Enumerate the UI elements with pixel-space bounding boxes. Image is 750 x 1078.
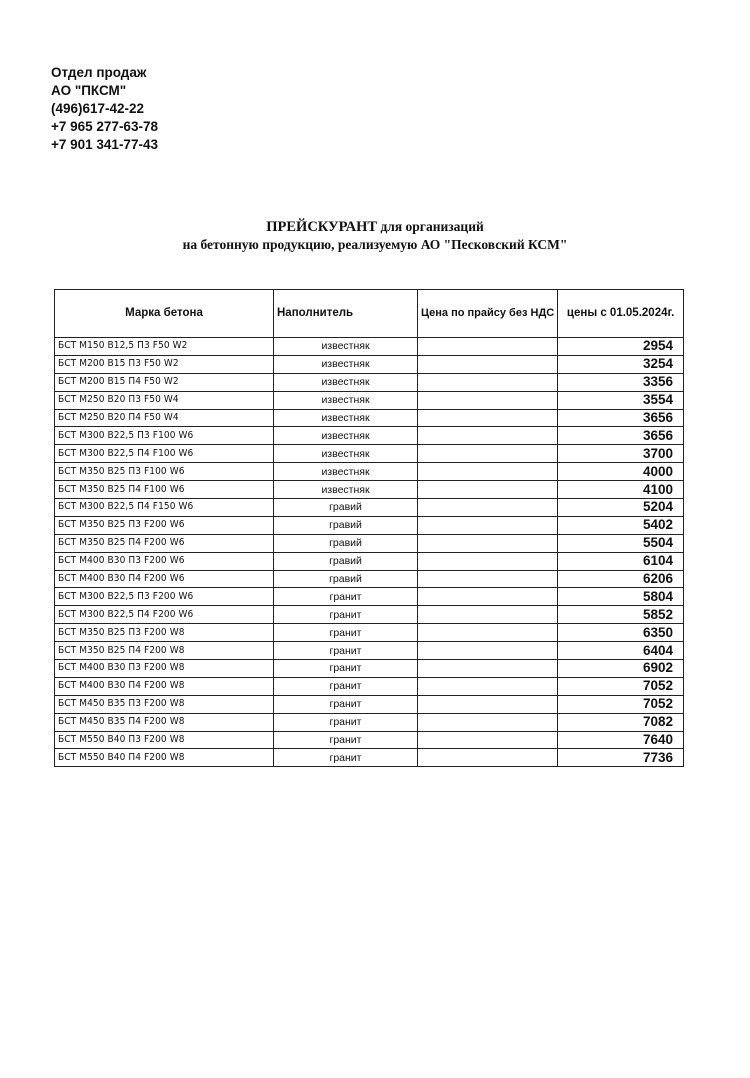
cell-new-price: 4100 (558, 481, 684, 499)
cell-filler: гранит (274, 677, 418, 695)
cell-new-price: 7736 (558, 749, 684, 767)
cell-new-price: 6104 (558, 552, 684, 570)
cell-new-price: 6404 (558, 642, 684, 660)
cell-filler: известняк (274, 445, 418, 463)
cell-base-price (418, 481, 558, 499)
cell-base-price (418, 463, 558, 481)
cell-base-price (418, 499, 558, 517)
table-row (55, 427, 684, 445)
contacts-block (51, 64, 158, 154)
cell-mark: БСТ М350 В25 П4 F200 W8 (55, 642, 274, 660)
cell-filler: гранит (274, 624, 418, 642)
cell-mark: БСТ М350 В25 П3 F200 W6 (55, 516, 274, 534)
cell-base-price (418, 409, 558, 427)
cell-new-price: 3254 (558, 355, 684, 373)
cell-new-price: 3700 (558, 445, 684, 463)
cell-mark: БСТ М450 В35 П4 F200 W8 (55, 713, 274, 731)
table-row (55, 391, 684, 409)
cell-new-price: 5402 (558, 516, 684, 534)
table-row (55, 695, 684, 713)
cell-base-price (418, 445, 558, 463)
cell-mark: БСТ М150 В12,5 П3 F50 W2 (55, 338, 274, 356)
cell-filler: гранит (274, 749, 418, 767)
header-mark: Марка бетона (55, 290, 274, 338)
cell-base-price (418, 606, 558, 624)
cell-filler: гранит (274, 713, 418, 731)
cell-new-price: 5504 (558, 534, 684, 552)
cell-new-price: 2954 (558, 338, 684, 356)
cell-base-price (418, 695, 558, 713)
phone-1: (496)617-42-22 (51, 101, 145, 116)
cell-new-price: 5852 (558, 606, 684, 624)
cell-new-price: 4000 (558, 463, 684, 481)
cell-new-price: 6350 (558, 624, 684, 642)
cell-new-price: 7052 (558, 695, 684, 713)
cell-mark: БСТ М250 В20 П4 F50 W4 (55, 409, 274, 427)
table-row (55, 660, 684, 678)
table-row (55, 481, 684, 499)
cell-filler: известняк (274, 481, 418, 499)
cell-base-price (418, 516, 558, 534)
phone-3: +7 901 341-77-43 (51, 137, 158, 152)
cell-base-price (418, 660, 558, 678)
cell-base-price (418, 713, 558, 731)
cell-filler: гранит (274, 695, 418, 713)
cell-base-price (418, 552, 558, 570)
cell-mark: БСТ М450 В35 П3 F200 W8 (55, 695, 274, 713)
cell-mark: БСТ М550 В40 П4 F200 W8 (55, 749, 274, 767)
cell-mark: БСТ М350 В25 П4 F100 W6 (55, 481, 274, 499)
table-header-row (55, 290, 684, 338)
cell-filler: известняк (274, 427, 418, 445)
table-row (55, 713, 684, 731)
cell-mark: БСТ М400 В30 П4 F200 W6 (55, 570, 274, 588)
cell-base-price (418, 391, 558, 409)
cell-new-price: 3656 (558, 409, 684, 427)
cell-filler: известняк (274, 338, 418, 356)
table-row (55, 588, 684, 606)
title-line-1 (0, 218, 750, 236)
cell-filler: гранит (274, 642, 418, 660)
cell-base-price (418, 570, 558, 588)
cell-mark: БСТ М300 В22,5 П3 F100 W6 (55, 427, 274, 445)
cell-base-price (418, 427, 558, 445)
title-word: ПРЕЙСКУРАНТ (266, 219, 378, 235)
cell-base-price (418, 534, 558, 552)
cell-filler: гравий (274, 534, 418, 552)
cell-mark: БСТ М300 В22,5 П4 F100 W6 (55, 445, 274, 463)
price-table (54, 289, 684, 767)
cell-filler: гранит (274, 731, 418, 749)
cell-filler: известняк (274, 373, 418, 391)
table-row (55, 534, 684, 552)
cell-mark: БСТ М350 В25 П4 F200 W6 (55, 534, 274, 552)
header-base-price: Цена по прайсу без НДС (418, 290, 558, 338)
table-row (55, 409, 684, 427)
table-row (55, 552, 684, 570)
table-row (55, 499, 684, 517)
cell-new-price: 7052 (558, 677, 684, 695)
cell-new-price: 3656 (558, 427, 684, 445)
cell-mark: БСТ М550 В40 П3 F200 W8 (55, 731, 274, 749)
header-filler: Наполнитель (274, 290, 418, 338)
table-row (55, 570, 684, 588)
cell-filler: гранит (274, 588, 418, 606)
cell-mark: БСТ М400 В30 П3 F200 W6 (55, 552, 274, 570)
cell-new-price: 3356 (558, 373, 684, 391)
table-row (55, 355, 684, 373)
cell-filler: гравий (274, 570, 418, 588)
cell-filler: гранит (274, 606, 418, 624)
cell-base-price (418, 749, 558, 767)
cell-mark: БСТ М300 В22,5 П4 F200 W6 (55, 606, 274, 624)
cell-mark: БСТ М200 В15 П4 F50 W2 (55, 373, 274, 391)
cell-mark: БСТ М400 В30 П4 F200 W8 (55, 677, 274, 695)
cell-new-price: 6206 (558, 570, 684, 588)
cell-mark: БСТ М350 В25 П3 F100 W6 (55, 463, 274, 481)
header-new-price: цены с 01.05.2024г. (558, 290, 684, 338)
cell-mark: БСТ М300 В22,5 П3 F200 W6 (55, 588, 274, 606)
cell-base-price (418, 588, 558, 606)
table-row (55, 463, 684, 481)
table-row (55, 749, 684, 767)
cell-base-price (418, 355, 558, 373)
cell-filler: гравий (274, 552, 418, 570)
cell-base-price (418, 677, 558, 695)
cell-filler: известняк (274, 391, 418, 409)
cell-filler: гранит (274, 660, 418, 678)
table-row (55, 338, 684, 356)
cell-new-price: 5204 (558, 499, 684, 517)
price-table-body (55, 338, 684, 767)
table-row (55, 373, 684, 391)
cell-filler: известняк (274, 355, 418, 373)
cell-new-price: 7082 (558, 713, 684, 731)
cell-mark: БСТ М350 В25 П3 F200 W8 (55, 624, 274, 642)
table-row (55, 642, 684, 660)
table-row (55, 606, 684, 624)
cell-base-price (418, 642, 558, 660)
company-name: АО "ПКСМ" (51, 83, 127, 98)
phone-2: +7 965 277-63-78 (51, 119, 158, 134)
cell-base-price (418, 373, 558, 391)
cell-filler: известняк (274, 463, 418, 481)
cell-filler: гравий (274, 499, 418, 517)
cell-new-price: 3554 (558, 391, 684, 409)
cell-new-price: 7640 (558, 731, 684, 749)
cell-filler: гравий (274, 516, 418, 534)
cell-mark: БСТ М400 В30 П3 F200 W8 (55, 660, 274, 678)
cell-filler: известняк (274, 409, 418, 427)
title-line-1-rest: для организаций (377, 219, 484, 234)
cell-mark: БСТ М250 В20 П3 F50 W4 (55, 391, 274, 409)
cell-new-price: 6902 (558, 660, 684, 678)
table-row (55, 624, 684, 642)
table-row (55, 677, 684, 695)
cell-base-price (418, 338, 558, 356)
cell-new-price: 5804 (558, 588, 684, 606)
cell-base-price (418, 731, 558, 749)
cell-base-price (418, 624, 558, 642)
table-row (55, 445, 684, 463)
document-title (0, 218, 750, 254)
title-line-2: на бетонную продукцию, реализуемую АО "Песковский КСМ" (182, 237, 568, 252)
table-row (55, 731, 684, 749)
cell-mark: БСТ М200 В15 П3 F50 W2 (55, 355, 274, 373)
cell-mark: БСТ М300 В22,5 П4 F150 W6 (55, 499, 274, 517)
table-row (55, 516, 684, 534)
department-label: Отдел продаж (51, 65, 147, 80)
